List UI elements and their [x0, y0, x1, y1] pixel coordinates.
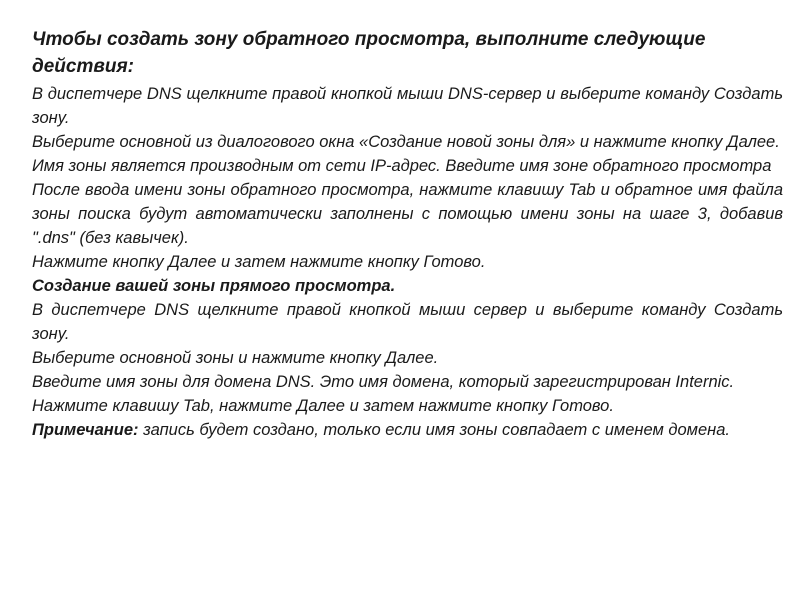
- forward-step-3: Введите имя зоны для домена DNS. Это имя домена, который зарегистрирован Internic.: [32, 373, 735, 391]
- forward-step-1: В диспетчере DNS щелкните правой кнопкой мыши сервер и выберите команду Создать зону.: [32, 301, 783, 343]
- reverse-step-1: В диспетчере DNS щелкните правой кнопкой мыши DNS-сервер и выберите команду Создать зону.: [32, 85, 783, 127]
- reverse-step-2: Выберите основной из диалогового окна «Создание новой зоны для» и нажмите кнопку Далее.: [32, 133, 780, 151]
- reverse-step-3: Имя зоны является производным от сети IP-адрес. Введите имя зоне обратного просмотра: [32, 157, 772, 175]
- note-label: Примечание:: [32, 421, 139, 439]
- reverse-step-4: После ввода имени зоны обратного просмотра, нажмите клавишу Tab и обратное имя файла зоны поиска будут автоматически заполнены с помощью имени зоны на шаге 3, добавив ".dns" (без кавычек).: [32, 181, 783, 247]
- slide-content: [32, 26, 783, 442]
- page-title: Чтобы создать зону обратного просмотра, выполните следующие действия:: [32, 29, 706, 77]
- forward-step-2: Выберите основной зоны и нажмите кнопку Далее.: [32, 349, 439, 367]
- note-paragraph: [32, 418, 783, 442]
- note-text: запись будет создано, только если имя зоны совпадает с именем домена.: [138, 421, 730, 439]
- forward-step-4: Нажмите клавишу Tab, нажмите Далее и затем нажмите кнопку Готово.: [32, 397, 614, 415]
- reverse-step-5: Нажмите кнопку Далее и затем нажмите кнопку Готово.: [32, 253, 486, 271]
- forward-zone-heading: Создание вашей зоны прямого просмотра.: [32, 277, 396, 295]
